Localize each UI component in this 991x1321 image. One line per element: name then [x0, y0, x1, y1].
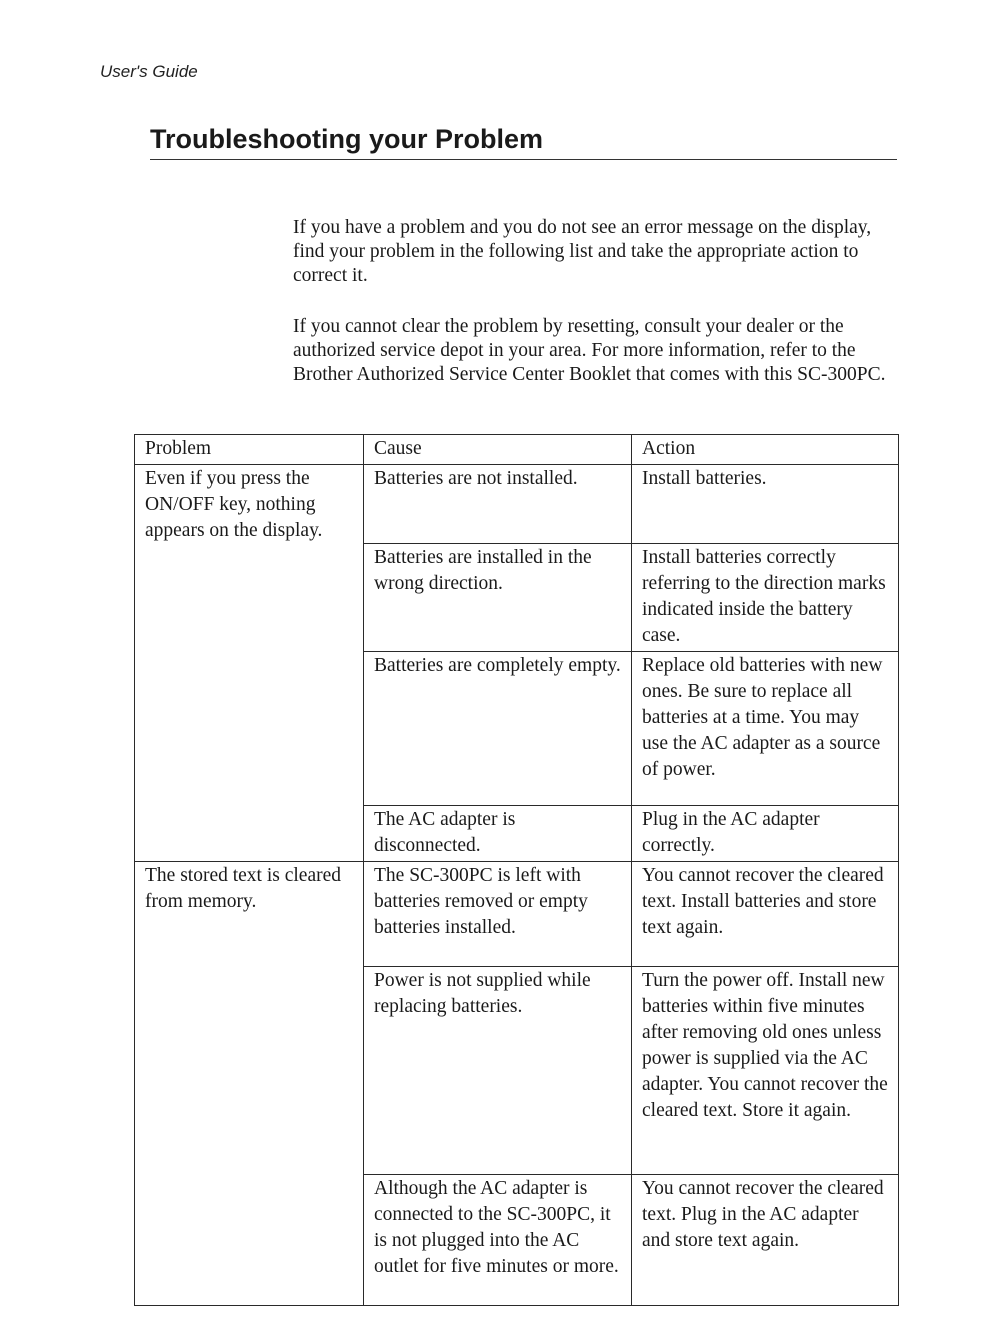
action-cell: Install batteries.: [632, 465, 899, 544]
cause-cell: The SC-300PC is left with batteries removed or empty batteries installed.: [364, 862, 632, 967]
table-row: [135, 465, 899, 544]
cause-cell: Batteries are not installed.: [364, 465, 632, 544]
action-cell: Install batteries correctly referring to the direction marks indicated inside the battery case.: [632, 544, 899, 652]
cause-cell: Although the AC adapter is connected to the SC-300PC, it is not plugged into the AC outlet for five minutes or more.: [364, 1175, 632, 1306]
header-cause: Cause: [364, 435, 632, 465]
action-cell: Replace old batteries with new ones. Be sure to replace all batteries at a time. You may use the AC adapter as a source of power.: [632, 652, 899, 806]
action-cell: Turn the power off. Install new batteries within five minutes after removing old ones unless power is supplied via the AC adapter. You cannot recover the cleared text. Store it again.: [632, 967, 899, 1175]
action-cell: You cannot recover the cleared text. Install batteries and store text again.: [632, 862, 899, 967]
action-cell: Plug in the AC adapter correctly.: [632, 806, 899, 862]
section-title: Troubleshooting your Problem: [150, 124, 897, 160]
cause-cell: Batteries are installed in the wrong direction.: [364, 544, 632, 652]
cause-cell: Power is not supplied while replacing batteries.: [364, 967, 632, 1175]
intro-paragraph: If you have a problem and you do not see an error message on the display, find your problem in the following list and take the appropriate action to correct it.: [293, 217, 872, 286]
action-cell: You cannot recover the cleared text. Plug in the AC adapter and store text again.: [632, 1175, 899, 1306]
intro-paragraph: If you cannot clear the problem by resetting, consult your dealer or the authorized service depot in your area. For more information, refer to the Brother Authorized Service Center Booklet that comes with this SC-300PC.: [293, 316, 886, 385]
table-header-row: [135, 435, 899, 465]
header-problem: Problem: [135, 435, 364, 465]
troubleshooting-table: [134, 434, 899, 1306]
cause-cell: The AC adapter is disconnected.: [364, 806, 632, 862]
cause-cell: Batteries are completely empty.: [364, 652, 632, 806]
table-row: [135, 862, 899, 967]
header-action: Action: [632, 435, 899, 465]
running-head: User's Guide: [100, 62, 198, 81]
problem-cell: Even if you press the ON/OFF key, nothing appears on the display.: [135, 465, 364, 862]
problem-cell: The stored text is cleared from memory.: [135, 862, 364, 1306]
